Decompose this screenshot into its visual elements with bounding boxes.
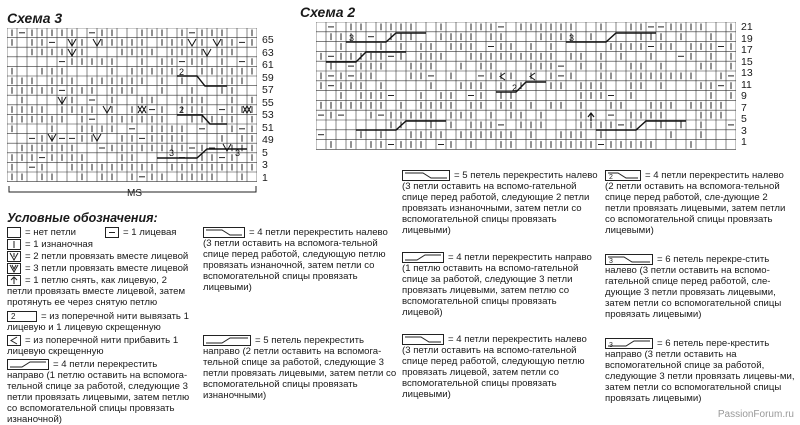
cable-count-label: 3 [569,33,575,43]
cable-count-label: 2 [179,105,185,115]
watermark: PassionForum.ru [717,409,794,420]
v-decrease-icon [138,106,146,113]
legend-item-cable-4r-purl [7,359,193,425]
legend-item-purl [7,239,193,250]
legend-text: = 1 изнаночная [25,239,93,251]
scheme2-row-number: 3 [741,124,747,137]
scheme2-row-number: 13 [741,67,753,79]
legend-text: = 4 петли перекрестить налево (2 петли оставить на вспомога-тельной спице перед работой, сле-дующие 2 петли провязать лицевыми, затем петли со вспомогательной спицы провязать лицевыми) [605,170,786,237]
knit-dash-icon [105,227,119,238]
svg-text:2: 2 [609,174,613,180]
scheme3-grid [7,28,257,188]
cable-crossing [566,33,656,42]
empty-square-icon [7,227,21,238]
scheme3-row-number: 65 [262,34,274,46]
scheme2-row-number: 11 [741,78,752,91]
legend-text: = из поперечной нити вывязать 1 лицевую и 1 лицевую скрещенную [7,311,189,334]
legend-item-knit [105,227,195,238]
scheme3-row-number: 55 [262,96,274,109]
increase-two-icon [7,311,37,322]
less-than-icon [7,335,21,346]
scheme3-row-number: 61 [262,59,274,71]
legend-title: Условные обозначения: [7,211,158,225]
scheme2-row-number: 7 [741,101,747,114]
legend-item-k2tog [7,251,193,262]
legend-item-no-stitch [7,227,97,238]
legend-item-cable-4r-knit [402,252,598,318]
legend-item-cable-4l-2 [605,170,795,236]
scheme2-row-number: 5 [741,113,747,125]
scheme3-chart [7,28,257,188]
inverse-v-icon [138,106,146,113]
v-triple-decrease-icon [7,263,21,274]
legend-text: = 3 петли провязать вместе лицевой [25,263,189,275]
scheme2-row-number: 1 [741,136,747,148]
cable-right-5-icon [203,335,251,346]
legend-text: = 6 петель пере-крестить направо (3 петли оставить на вспомогательной спице за работой, следующие 3 петли провязать лицевы-ми, затем петли со вспомогательной спицы провязать лицевыми) [605,338,795,405]
legend-text: = 1 лицевая [123,227,177,239]
cable-right-icon [7,359,49,370]
scheme3-row-number: 63 [262,46,274,59]
legend-item-k3tog [7,263,193,274]
cable-count-label: 3 [349,33,355,43]
svg-text:3: 3 [609,342,613,348]
cable-left-icon [203,227,245,238]
scheme2-chart [316,22,736,150]
legend-text: = 1 петлю снять, как лицевую, 2 петли провязать вместе лицевой, затем протянуть ее через снятую петлю [7,275,186,309]
legend-item-cable-4l-knit [402,334,598,400]
legend-item-cable-6r [605,338,795,404]
legend-text: = 2 петли провязать вместе лицевой [25,251,189,263]
cable-crossing [177,76,227,86]
legend-item-cable-4l-purl [203,227,398,293]
cable-count-label: 2 [512,83,518,93]
legend-item-sk2p [7,275,193,308]
legend-text: = 5 петель перекрестить налево (3 петли оставить на вспомо-гательной спице перед работой, следующие 2 петли провязать изнаночными, затем петли со вспомогательной спицы провязать лицевыми) [402,170,598,237]
v-decrease-icon [188,39,196,46]
scheme3-row-number: 5 [262,146,268,159]
legend-text: = 4 петли перекрестить налево (3 петли оставить на вспомога-тельной спице перед работой, следующую петлю провязать изнаночной, затем петли со вспомогательной спицы провязать лицевыми) [203,227,388,294]
legend-symbol-digit: 2 [11,312,16,321]
cable-left-5-icon [402,170,450,181]
scheme3-row-number: 57 [262,84,274,96]
scheme3-row-number: 51 [262,121,274,134]
scheme2-row-number: 15 [741,55,753,68]
cable-crossing [596,121,686,130]
cable-count-label: 3 [235,148,241,158]
cable-left-6-icon [605,254,653,265]
legend-item-cable-6l [605,254,795,320]
legend-text: = 4 петли перекрестить налево (3 петли оставить на вспомо-гательной спице перед работой, следующую петлю провязать лицевой, затем петли со вспомогательной спицы провязать лицевыми) [402,334,587,401]
cable-left-2-icon [605,170,641,181]
cable-right-knit-icon [402,252,444,263]
legend-text: = 4 петли перекрестить направо (1 петлю оставить на вспомога-тельной спице за работой, следующие 3 петли провязать лицевыми, затем петлю со вспомогательной спицы провязать изнаночной) [7,359,190,425]
svg-text:3: 3 [609,258,613,264]
legend-text: = 5 петель перекрестить направо (2 петли оставить на вспомога-тельной спице за работой, следующие 3 петли провязать лицевыми, затем петли со вспомогательной спицы провязать изнаночными) [203,335,397,402]
scheme3-row-number: 1 [262,171,268,184]
scheme2-row-number: 17 [741,44,753,56]
legend-text: = из поперечной нити прибавить 1 лицевую скрещенную [7,335,179,358]
cable-left-knit-icon [402,334,444,345]
legend-text: = 6 петель перекре-стить налево (3 петли оставить на вспомо-гательной спице перед работой, сле-дующие 3 петли провязать лицевыми, затем петли со вспомогательной спицы провязать лицевыми) [605,254,782,321]
cable-right-6-icon [605,338,653,349]
legend-text: = нет петли [25,227,76,239]
legend-item-inc2 [7,311,193,333]
arrow-up-icon [7,275,21,286]
scheme2-title: Схема 2 [300,4,356,20]
scheme2-row-number: 19 [741,32,753,45]
scheme3-ms-bracket [8,186,258,200]
scheme3-row-number: 59 [262,71,274,84]
legend-item-inc1 [7,335,193,357]
v-decrease-icon [7,251,21,262]
scheme3-row-number: 49 [262,134,274,146]
scheme2-row-number: 9 [741,90,747,102]
scheme2-grid [316,22,736,150]
cable-count-label: 2 [179,67,185,77]
purl-bar-icon [7,239,21,250]
scheme3-title: Схема 3 [7,10,63,26]
scheme2-row-number: 21 [741,21,753,33]
legend-item-cable-5r-purl [203,335,398,401]
scheme3-ms-label: MS [124,188,145,199]
scheme3-row-number: 53 [262,109,274,121]
legend-text: = 4 петли перекрестить направо (1 петлю оставить на вспомо-гательной спице за работой, следующие 3 петли провязать лицевыми, затем петлю со вспомогательной спицы провязать лицевой) [402,252,592,319]
cable-count-label: 3 [169,148,175,158]
legend-item-cable-5l-purl [402,170,598,236]
scheme3-row-number: 3 [262,159,268,171]
